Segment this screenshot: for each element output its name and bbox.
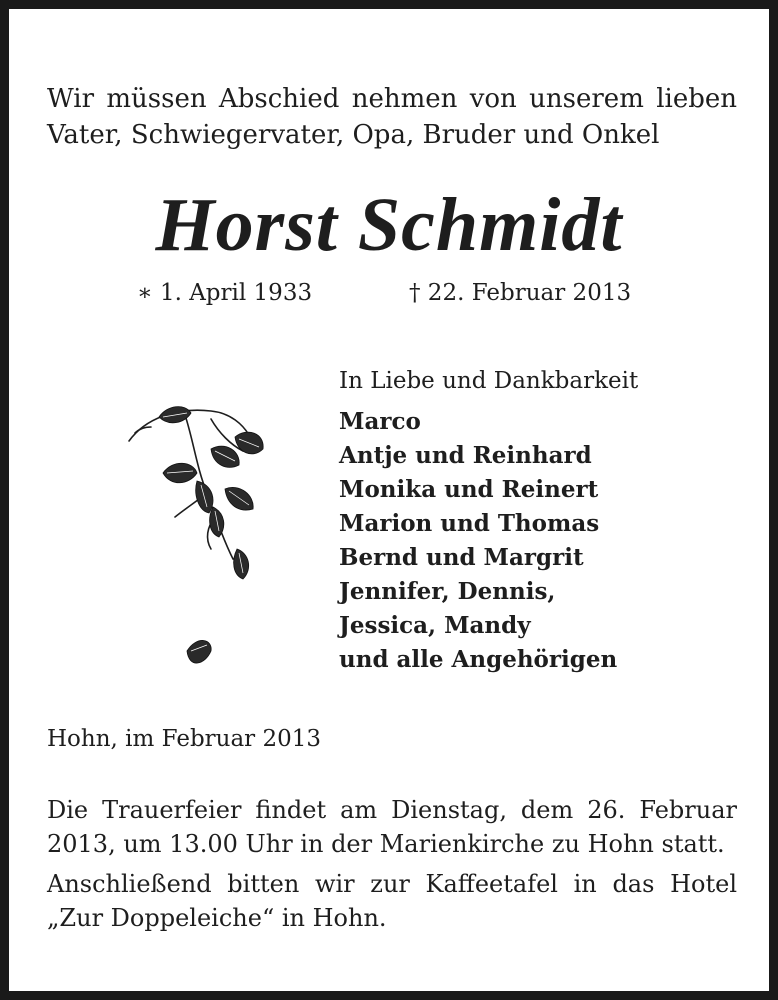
death-date: † 22. Februar 2013 xyxy=(409,280,632,306)
mourner-name: Marco xyxy=(339,408,421,435)
reception-line-1: Anschließend bitten wir zur Kaffeetafel in das Hotel xyxy=(47,870,737,898)
mourner-name: Bernd und Margrit xyxy=(339,544,584,571)
deceased-name: Horst Schmidt xyxy=(155,183,623,267)
reception-line-2: „Zur Doppeleiche“ in Hohn. xyxy=(47,904,387,932)
mourners-list xyxy=(339,405,617,677)
mourner-name: und alle Angehörigen xyxy=(339,646,618,673)
intro-text xyxy=(47,81,737,153)
mourner-name: Jennifer, Dennis, xyxy=(339,578,556,605)
mourner-name: Jessica, Mandy xyxy=(339,612,531,639)
funeral-line-1: Die Trauerfeier findet am Dienstag, dem 26. Februar xyxy=(47,796,737,824)
mourner-name: Antje und Reinhard xyxy=(339,442,592,469)
funeral-line-2: 2013, um 13.00 Uhr in der Marienkirche zu Hohn statt. xyxy=(47,830,725,858)
birch-branch-icon xyxy=(115,389,275,689)
reception-info xyxy=(47,867,737,935)
mourner-name: Monika und Reinert xyxy=(339,476,599,503)
intro-line-2: Vater, Schwiegervater, Opa, Bruder und Onkel xyxy=(47,120,660,150)
place-and-date: Hohn, im Februar 2013 xyxy=(47,726,322,752)
birth-date: ∗ 1. April 1933 xyxy=(137,280,313,306)
mourner-name: Marion und Thomas xyxy=(339,510,600,537)
signature-heading: In Liebe und Dankbarkeit xyxy=(339,368,639,394)
intro-line-1: Wir müssen Abschied nehmen von unserem lieben xyxy=(47,84,737,114)
funeral-info xyxy=(47,793,737,861)
obituary-notice xyxy=(9,9,769,991)
